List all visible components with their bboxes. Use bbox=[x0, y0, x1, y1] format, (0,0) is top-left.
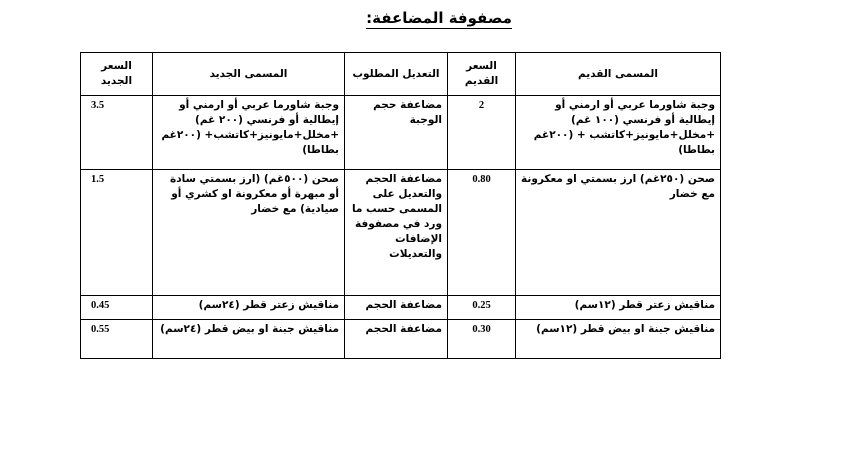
modification-cell: مضاعفة الحجم bbox=[345, 296, 448, 320]
modification-cell: مضاعفة الحجم bbox=[345, 320, 448, 359]
new-price-cell: 1.5 bbox=[81, 170, 153, 296]
table-row bbox=[81, 96, 721, 170]
new-price-cell: 0.55 bbox=[81, 320, 153, 359]
new-price-cell: 0.45 bbox=[81, 296, 153, 320]
header-old-price: السعر القديم bbox=[448, 53, 516, 96]
old-name-cell: وجبة شاورما عربي أو ارمني أو إيطالية أو فرنسي (١٠٠ غم) +مخلل+مايونيز+كاتشب + (٢٠٠غم بطاطا) bbox=[516, 96, 721, 170]
new-name-cell: وجبة شاورما عربي أو ارمني أو إيطالية أو فرنسي (٢٠٠ غم) +مخلل+مايونيز+كاتشب+ (٢٠٠غم بطاطا) bbox=[153, 96, 345, 170]
old-name-cell: مناقيش جبنة او بيض قطر (١٢سم) bbox=[516, 320, 721, 359]
table-header-row bbox=[81, 53, 721, 96]
old-price-cell: 0.25 bbox=[448, 296, 516, 320]
header-modification: التعديل المطلوب bbox=[345, 53, 448, 96]
header-new-price: السعر الجديد bbox=[81, 53, 153, 96]
page-title bbox=[0, 9, 850, 29]
old-name-cell: صحن (٢٥٠غم) ارز بسمتي او معكرونة مع خضار bbox=[516, 170, 721, 296]
new-name-cell: مناقيش زعتر قطر (٢٤سم) bbox=[153, 296, 345, 320]
modification-cell: مضاعفة حجم الوجبة bbox=[345, 96, 448, 170]
table-row bbox=[81, 170, 721, 296]
new-name-cell: مناقيش جبنة او بيض قطر (٢٤سم) bbox=[153, 320, 345, 359]
header-old-name: المسمى القديم bbox=[516, 53, 721, 96]
table-row bbox=[81, 320, 721, 359]
modification-cell: مضاعفة الحجم والتعديل على المسمى حسب ما ورد في مصفوفة الإضافات والتعديلات bbox=[345, 170, 448, 296]
old-price-cell: 0.80 bbox=[448, 170, 516, 296]
table-row bbox=[81, 296, 721, 320]
old-name-cell: مناقيش زعتر قطر (١٢سم) bbox=[516, 296, 721, 320]
new-name-cell: صحن (٥٠٠غم) (ارز بسمتي سادة أو مبهرة أو معكرونة او كشري أو صيادية) مع خضار bbox=[153, 170, 345, 296]
header-new-name: المسمى الجديد bbox=[153, 53, 345, 96]
new-price-cell: 3.5 bbox=[81, 96, 153, 170]
multiplication-matrix-table bbox=[80, 52, 721, 359]
old-price-cell: 2 bbox=[448, 96, 516, 170]
page-title-text: مصفوفة المضاعفة: bbox=[366, 9, 512, 27]
old-price-cell: 0.30 bbox=[448, 320, 516, 359]
